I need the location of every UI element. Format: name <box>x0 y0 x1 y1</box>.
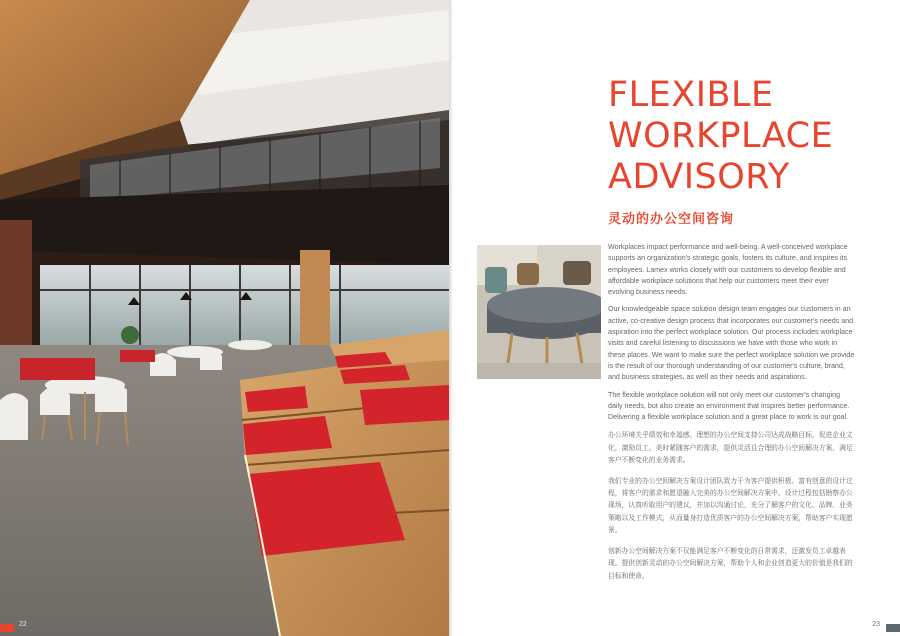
paragraph-zh: 创新办公空间解决方案不仅能满足客户不断变化的日常需求，还激发员工卓越表现。提供创新灵动的办公空间解决方案，帮助个人和企业创造更大的价值是我们的目标和使命。 <box>608 546 853 580</box>
paragraph-zh: 我们专业的办公空间解决方案设计团队致力于为客户提供积极、富有创意的设计过程，将客户的需求和愿望融入完美的办公空间解决方案中。设计过程包括勘察办公现场，认真听取用户的建议，并加以沟通讨论，充分了解客户的文化、品牌、业务策略以及工作模式，从而量身打造优质客户的办公空间解决方案，帮助客户实现愿景。 <box>608 476 853 535</box>
title-line: FLEXIBLE <box>608 75 774 115</box>
body-text <box>608 242 856 590</box>
page-title <box>608 75 833 198</box>
title-line: WORKPLACE <box>608 116 834 156</box>
page-subtitle: 灵动的办公空间咨询 <box>608 211 735 226</box>
right-page <box>453 0 900 636</box>
paragraph-en: Workplaces impact performance and well-being. A well-conceived workplace supports an organization's strategic goals, fosters its culture, and inspires its employees. Lamex works closely with our customers to develop flexible and affordable workplace solutions that help our customers meet their ever evolving business needs. <box>608 243 848 297</box>
left-page <box>0 0 449 636</box>
page-marker-bar <box>886 624 900 632</box>
right-page-folio <box>820 620 900 636</box>
page-marker-bar <box>0 624 14 632</box>
page-number: 23 <box>872 621 880 628</box>
paragraph-en: The flexible workplace solution will not only meet our customer's changing daily needs, but also create an environment that inspires better performance. Delivering a flexible workplace solution and a great place to work is our goal. <box>608 390 850 422</box>
title-line: ADVISORY <box>608 157 790 197</box>
paragraph-en: Our knowledgeable space solution design team engages our customers in an active, co-creative design process that incorporates our customer's needs and aspiration into the perfect workplace solution. Our process includes workplace visits and careful listening to discussions we have with those who work in these places. We want to make sure the perfect workplace solution we provide is the result of our thorough understanding of our customer's culture, brand, and business strategies, as well as their needs and aspirations. <box>608 305 855 382</box>
page-number: 22 <box>19 621 27 628</box>
left-page-folio <box>0 620 449 636</box>
paragraph-zh: 办公环境关乎绩效和幸福感。理想的办公空间支持公司达成战略目标，促进企业文化，激励员工。美时紧随客户的需求，提供灵活且合理的办公空间解决方案，满足客户不断变化的业务需求。 <box>608 431 853 465</box>
lounge-thumbnail-photo <box>477 245 601 379</box>
office-interior-photo <box>0 0 449 636</box>
